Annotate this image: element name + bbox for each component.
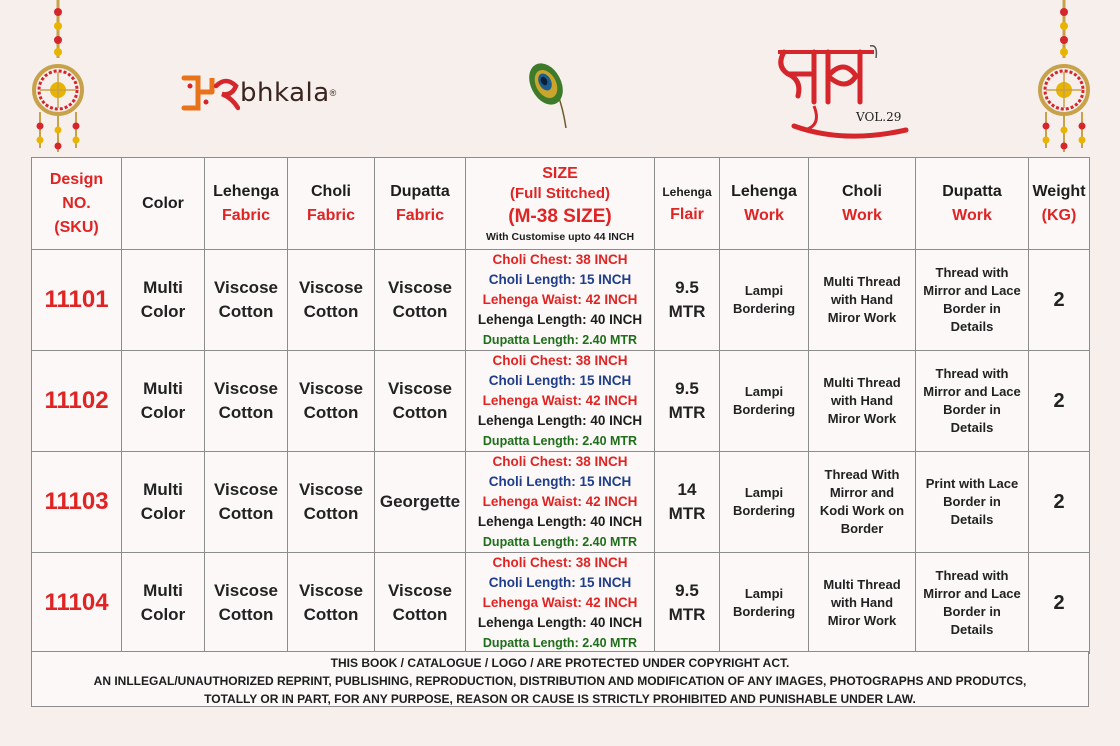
dupatta-work-cell: Thread with Mirror and Lace Border in Details [916,553,1029,654]
lehenga-fabric-cell: Viscose Cotton [205,553,288,654]
lehenga-fabric-cell: Viscose Cotton [205,452,288,553]
color-cell: Multi Color [122,250,205,351]
design-sku: 11101 [32,250,122,351]
color-cell: Multi Color [122,351,205,452]
table-row [32,553,1090,654]
choli-work-cell: Thread With Mirror and Kodi Work on Border [809,452,916,553]
weight-cell: 2 [1029,250,1090,351]
dupatta-fabric-cell: Viscose Cotton [375,250,466,351]
copyright-notice [31,651,1089,707]
header-weight: Weight (KG) [1029,158,1090,250]
header-choli-work: Choli Work [809,158,916,250]
choli-fabric-cell: Viscose Cotton [288,553,375,654]
brand-logo [180,70,336,116]
lehenga-flair-cell: 9.5 MTR [655,250,720,351]
copyright-line: AN INLLEGAL/UNAUTHORIZED REPRINT, PUBLISHING, REPRODUCTION, DISTRIBUTION AND MODIFICATION OF ANY IMAGES, PHOTOGRAPHS AND PRODUTCS, [93,674,1027,688]
design-sku: 11104 [32,553,122,654]
lehenga-fabric-cell: Viscose Cotton [205,250,288,351]
size-cell: Choli Chest: 38 INCH Choli Length: 15 INCH Lehenga Waist: 42 INCH Lehenga Length: 40 INCH Dupatta Length: 2.40 MTR [466,351,655,452]
lehenga-flair-cell: 9.5 MTR [655,351,720,452]
dupatta-work-cell: Thread with Mirror and Lace Border in Details [916,250,1029,351]
header-choli-fabric: Choli Fabric [288,158,375,250]
table-row [32,452,1090,553]
choli-work-cell: Multi Thread with Hand Miror Work [809,250,916,351]
header-lehenga-work: Lehenga Work [720,158,809,250]
lehenga-flair-cell: 14 MTR [655,452,720,553]
size-cell: Choli Chest: 38 INCH Choli Length: 15 INCH Lehenga Waist: 42 INCH Lehenga Length: 40 INCH Dupatta Length: 2.40 MTR [466,250,655,351]
lehenga-work-cell: Lampi Bordering [720,553,809,654]
choli-work-cell: Multi Thread with Hand Miror Work [809,553,916,654]
lehenga-work-cell: Lampi Bordering [720,351,809,452]
header-design-no: Design NO. (SKU) [32,158,122,250]
dupatta-work-cell: Print with Lace Border in Details [916,452,1029,553]
choli-fabric-cell: Viscose Cotton [288,250,375,351]
lehenga-fabric-cell: Viscose Cotton [205,351,288,452]
size-cell: Choli Chest: 38 INCH Choli Length: 15 INCH Lehenga Waist: 42 INCH Lehenga Length: 40 INCH Dupatta Length: 2.40 MTR [466,553,655,654]
swastik-brand-icon [180,70,240,116]
product-spec-table [31,157,1090,654]
raas-logo-icon [774,42,914,142]
choli-work-cell: Multi Thread with Hand Miror Work [809,351,916,452]
table-row [32,250,1090,351]
table-header-row [32,158,1090,250]
design-sku: 11102 [32,351,122,452]
registered-mark: ® [329,88,337,98]
catalogue-volume: VOL.29 [856,110,902,124]
lehenga-work-cell: Lampi Bordering [720,250,809,351]
header-size: SIZE (Full Stitched) (M-38 SIZE) With Customise upto 44 INCH [466,158,655,250]
weight-cell: 2 [1029,553,1090,654]
weight-cell: 2 [1029,452,1090,553]
hanging-toran-icon [28,0,88,156]
brand-name: bhkala [240,78,330,108]
design-sku: 11103 [32,452,122,553]
dupatta-fabric-cell: Viscose Cotton [375,351,466,452]
lehenga-work-cell: Lampi Bordering [720,452,809,553]
peacock-feather-icon [526,58,572,130]
dupatta-work-cell: Thread with Mirror and Lace Border in Details [916,351,1029,452]
color-cell: Multi Color [122,553,205,654]
hanging-toran-icon [1034,0,1094,156]
header-dupatta-fabric: Dupatta Fabric [375,158,466,250]
header-color: Color [122,158,205,250]
header-lehenga-flair: Lehenga Flair [655,158,720,250]
weight-cell: 2 [1029,351,1090,452]
copyright-line: THIS BOOK / CATALOGUE / LOGO / ARE PROTECTED UNDER COPYRIGHT ACT. [330,656,790,670]
color-cell: Multi Color [122,452,205,553]
choli-fabric-cell: Viscose Cotton [288,351,375,452]
choli-fabric-cell: Viscose Cotton [288,452,375,553]
copyright-line: TOTALLY OR IN PART, FOR ANY PURPOSE, REASON OR CAUSE IS STRICTLY PROHIBITED AND PUNISHABLE UNDER LAW. [204,692,916,706]
dupatta-fabric-cell: Viscose Cotton [375,553,466,654]
size-cell: Choli Chest: 38 INCH Choli Length: 15 INCH Lehenga Waist: 42 INCH Lehenga Length: 40 INCH Dupatta Length: 2.40 MTR [466,452,655,553]
catalogue-header [0,0,1120,156]
table-row [32,351,1090,452]
dupatta-fabric-cell: Georgette [375,452,466,553]
lehenga-flair-cell: 9.5 MTR [655,553,720,654]
header-lehenga-fabric: Lehenga Fabric [205,158,288,250]
header-dupatta-work: Dupatta Work [916,158,1029,250]
